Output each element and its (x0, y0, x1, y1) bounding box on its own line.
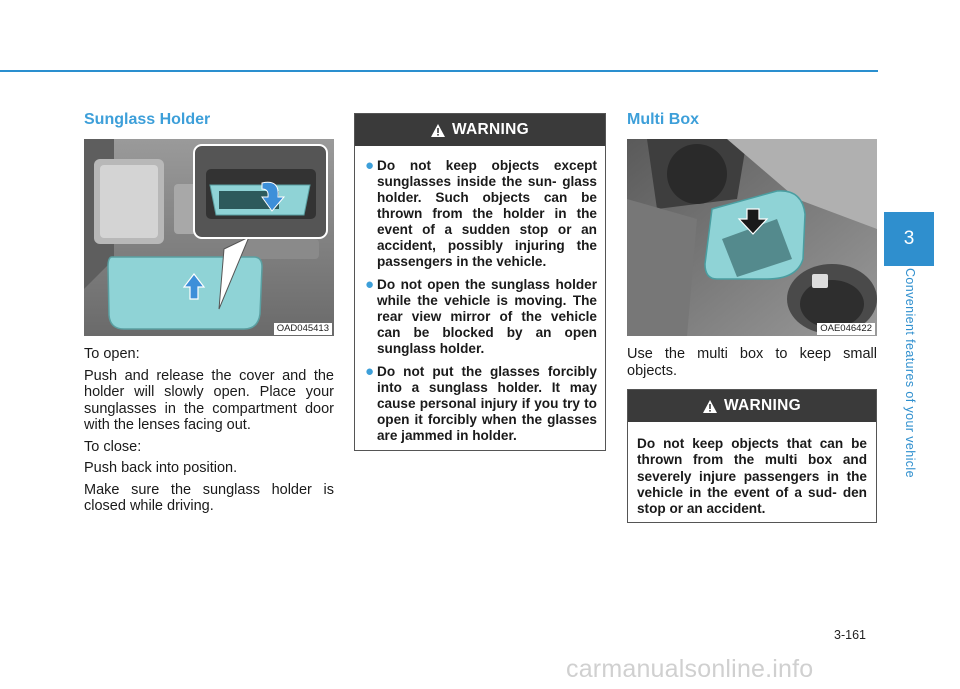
warning-item (365, 158, 597, 270)
warning-list (365, 158, 597, 444)
warning-item-text: Do not put the glasses forcibly into a sunglass holder. It may cause personal injury if you try to open it forcibly when the glasses are jammed in holder. (377, 364, 597, 443)
warning-item-text: Do not open the sunglass holder while the vehicle is moving. The rear view mirror of the vehicle can be blocked by an open sunglass holder. (377, 277, 597, 356)
paragraph: Push back into position. (84, 460, 238, 476)
chapter-tab[interactable]: 3 (884, 212, 934, 266)
chapter-title: Convenient features of your vehicle (903, 268, 917, 478)
figure-code: OAD045413 (274, 323, 332, 335)
warning-header (628, 390, 876, 422)
sunglass-holder-illustration (84, 139, 334, 336)
bullet-icon: ● (365, 276, 375, 293)
paragraph: Push and release the cover and the holder will slowly open. Place your sunglasses in the compartment door with the lenses facing out. (84, 367, 334, 433)
watermark: carmanualsonline.info (566, 655, 814, 683)
warning-triangle-icon (703, 400, 717, 413)
paragraph: To open: (84, 346, 140, 362)
sunglass-holder-body (84, 346, 334, 520)
warning-item (365, 364, 597, 444)
sunglass-holder-figure (84, 139, 334, 336)
multi-box-figure (627, 139, 877, 336)
sunglass-warning-box (354, 113, 606, 451)
page-number: 3-161 (834, 628, 866, 642)
warning-title: WARNING (723, 397, 801, 414)
warning-title: WARNING (451, 121, 529, 138)
sunglass-holder-heading: Sunglass Holder (84, 111, 211, 128)
multi-box-body (627, 346, 877, 384)
bullet-icon: ● (365, 157, 375, 174)
warning-item-text: Do not keep objects except sunglasses inside the sun- glass holder. Such objects can be thrown from the holder in the event of a sudden stop or an accident, possibly injuring the passengers in the vehicle. (377, 158, 597, 269)
figure-code: OAE046422 (817, 323, 875, 335)
warning-triangle-icon (431, 124, 445, 137)
paragraph: Make sure the sunglass holder is closed while driving. (84, 481, 334, 514)
warning-item (365, 277, 597, 357)
bullet-icon: ● (365, 363, 375, 380)
warning-header (355, 114, 605, 146)
paragraph: To close: (84, 438, 142, 455)
paragraph: Use the multi box to keep small objects. (627, 346, 877, 379)
top-rule (0, 70, 878, 72)
chapter-title-vertical (900, 268, 920, 494)
multi-box-illustration (627, 139, 877, 336)
multi-box-warning-box (627, 389, 877, 523)
warning-text: Do not keep objects that can be thrown from the multi box and severely injure passengers in the vehicle in the event of a sud- den stop or an accident. (637, 436, 867, 517)
multi-box-heading: Multi Box (627, 111, 699, 128)
